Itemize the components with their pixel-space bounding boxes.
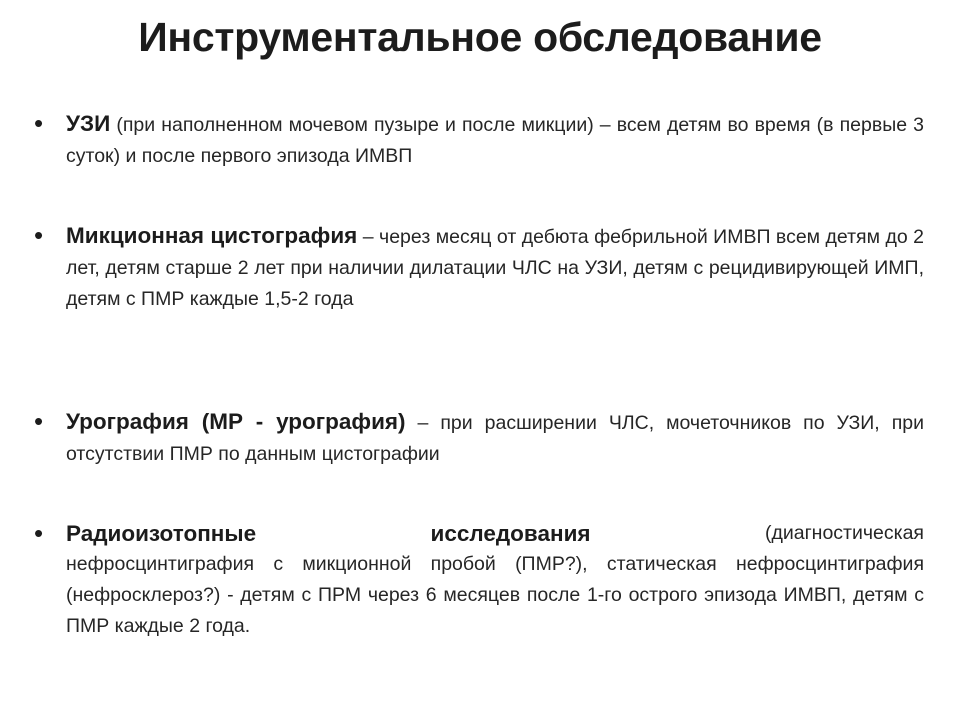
bullet-text — [66, 406, 924, 470]
bullet-lead: УЗИ — [66, 111, 111, 136]
bullet-first-line — [66, 518, 924, 549]
bullet-dot-icon: • — [34, 518, 44, 548]
bullet-dot-icon: • — [34, 406, 44, 436]
bullet-body: – через месяц от дебюта фебрильной ИМВП всем детям до 2 лет, детям старше 2 лет при наличии дилатации ЧЛС на УЗИ, детям с рецидивирующей ИМП, детям с ПМР каждые 1,5-2 года — [66, 226, 924, 310]
bullet-lead: Микционная цистография — [66, 223, 358, 248]
bullet-text — [66, 518, 924, 642]
bullet-body: нефросцинтиграфия с микционной пробой (ПМР?), статическая нефросцинтиграфия (нефросклероз?) - детям с ПРМ через 6 месяцев после 1-го острого эпизода ИМВП, детям с ПМР каждые 2 года. — [66, 553, 924, 637]
bullet-first-line-rest: (диагностическая — [764, 522, 924, 544]
bullet-body: – при расширении ЧЛС, мочеточников по УЗИ, при отсутствии ПМР по данным цистографии — [66, 412, 925, 465]
bullet-body: (при наполненном мочевом пузыре и после микции) – всем детям во время (в первые 3 суток) и после первого эпизода ИМВП — [66, 114, 924, 167]
slide-title: Инструментальное обследование — [138, 14, 822, 60]
bullet-dot-icon: • — [34, 220, 44, 250]
bullet-lead-part2: исследования — [430, 521, 591, 546]
bullet-lead-part1: Радиоизотопные — [66, 521, 257, 546]
bullet-text — [66, 220, 924, 315]
bullet-lead: Урография (МР - урография) — [66, 409, 406, 434]
bullet-dot-icon: • — [34, 108, 44, 138]
bullet-text — [66, 108, 924, 172]
